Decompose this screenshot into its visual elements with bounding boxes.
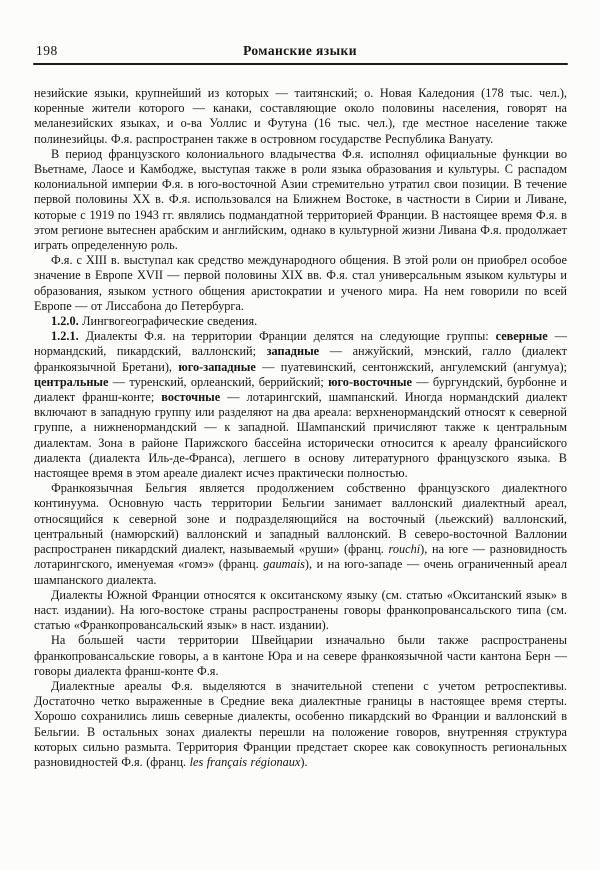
paragraph bbox=[34, 329, 567, 481]
paragraph bbox=[34, 679, 567, 770]
paragraph bbox=[34, 633, 567, 679]
running-title: Романские языки bbox=[243, 43, 357, 58]
paragraph bbox=[34, 253, 567, 314]
text-run: Лингвогеографические сведения. bbox=[78, 314, 258, 329]
paragraph bbox=[34, 588, 567, 634]
text-run: — лотарингский, шампанский. Иногда нормандский диалект включают в западную группу или разделяют на два ареала: верхненормандский относят к северной группе, а нижненормандский — к западной. Шампанский причисляют также к центральным диалектам. Зона в районе Парижского бассейна исторически относится к ареалу франсийского диалекта (диалекта Иль-де-Франса), легшего в основу литературного французского языка. В настоящее время в этом ареале диалект исчез практически полностью. bbox=[34, 390, 567, 481]
paragraph bbox=[34, 147, 567, 253]
text-run: ). bbox=[300, 754, 308, 769]
header-rule bbox=[33, 63, 568, 65]
text-run: — туренский, орлеанский, беррийский; bbox=[108, 374, 329, 389]
text-run: незийские языки, крупнейший из которых — таитянский; о. Новая Каледония (178 тыс. чел.), коренные жители которого — канаки, составляющие около половины населения, говорят на меланезийских языках, и о-ва Уоллис и Футуна (16 тыс. чел.), где местное население также полинезийцы. Ф.я. распространен также в островном государстве Республика Вануату. bbox=[34, 86, 567, 146]
paragraph bbox=[34, 481, 567, 587]
paragraph bbox=[34, 86, 567, 147]
text-run: центральные bbox=[34, 374, 109, 389]
text-run: западные bbox=[266, 344, 320, 359]
text-run: — пуатевинский, сентонжский, ангулемский (ангумуа); bbox=[255, 359, 567, 374]
text-run: ), и на юго-западе — очень ограниченный ареал шампанского диалекта. bbox=[34, 557, 567, 587]
text-run: восточные bbox=[161, 390, 221, 405]
text-run: юго-восточные bbox=[328, 374, 412, 389]
text-run: 1.2.0. bbox=[51, 314, 79, 329]
text-run: — анжуйский, мэнский, галло (диалект франкоязычной Бретани), bbox=[34, 344, 567, 374]
text-run: северные bbox=[495, 329, 548, 344]
text-run: 1.2.1. bbox=[51, 329, 79, 344]
text-run: Диалекты Южной Франции относятся к окситанскому языку (см. статью «Окситанский язык» в наст. издании). На юго-востоке страны распространены говоры франкопровансальского типа (см. статью «Франкопровансальский язык» в наст. издании). bbox=[34, 587, 567, 633]
text-run: юго-западные bbox=[178, 359, 256, 374]
text-run: — бургундский, бурбонне и диалект франш-конте; bbox=[34, 374, 567, 405]
paragraph bbox=[34, 314, 567, 329]
text-run: Франкоязычная Бельгия является продолжением собственно французского диалектного континуума. Основную часть территории Бельгии занимает валлонский диалектный ареал, относящийся к северной зоне и подразделяющийся на восточный (льежский) валлонский, центральный (намюрский) валлонский и западный валлонский. В северо-восточной Валлонии распространен пикардский диалект, называемый «руши» (франц. bbox=[34, 481, 567, 557]
text-run: gaumais bbox=[263, 557, 305, 572]
text-run: rouchi bbox=[388, 542, 421, 557]
text-run: В период французского колониального владычества Ф.я. исполнял официальные функции во Вьетнаме, Лаосе и Камбодже, выступая также в роли языка образования и культуры. С распадом колониальной империи Ф.я. в юго-восточной Азии стремительно утратил свои позиции. В течение первой половины XX в. Ф.я. использовался на Ближнем Востоке, в частности в Сирии и Ливане, которые с 1919 по 1943 гг. являлись подмандатной территорией Франции. В настоящее время Ф.я. в этом регионе вытеснен арабским и английским, однако в культурной жизни Ливана Ф.я. продолжает играть определенную роль. bbox=[34, 146, 567, 253]
page-header bbox=[33, 43, 567, 61]
text-run: ), на юге — разновидность лотарингского, именуемая «гомэ» (франц. bbox=[34, 542, 567, 572]
text-run: Ф.я. с XIII в. выступал как средство международного общения. В этой роли он приобрел особое значение в Европе XVII — первой половины XIX вв. Ф.я. стал универсальным языком культуры и образования, языком устного общения аристократии и ученого мира. На нем говорили по всей Европе — от Лиссабона до Петербурга. bbox=[34, 253, 567, 313]
text-run: Диалектные ареалы Ф.я. выделяются в значительной степени с учетом ретроспективы. Достаточно четко выраженные в Средние века диалектные границы в настоящее время стерты. Хорошо сохранились лишь северные диалекты, особенно пикардский во Франции и валлонский в Бельгии. В остальных зонах диалекты перешли на положение говоров, внутренняя структура которых сильно размыта. Территория Франции предстает скорее как совокупность региональных разновидностей Ф.я. (франц. bbox=[34, 678, 567, 769]
text-run: — нормандский, пикардский, валлонский; bbox=[34, 329, 568, 359]
page-number: 198 bbox=[36, 43, 58, 58]
text-run: Диалекты Ф.я. на территории Франции делятся на следующие группы: bbox=[78, 329, 496, 344]
text-run: На бо́льшей части территории Швейцарии изначально были также распространены франкопровансальские говоры, а в кантоне Юра и на севере франкоязычной части кантона Берн — говоры диалекта франш-конте Ф.я. bbox=[34, 633, 567, 678]
text-run: les français régionaux bbox=[189, 754, 301, 769]
article-body bbox=[34, 86, 567, 770]
